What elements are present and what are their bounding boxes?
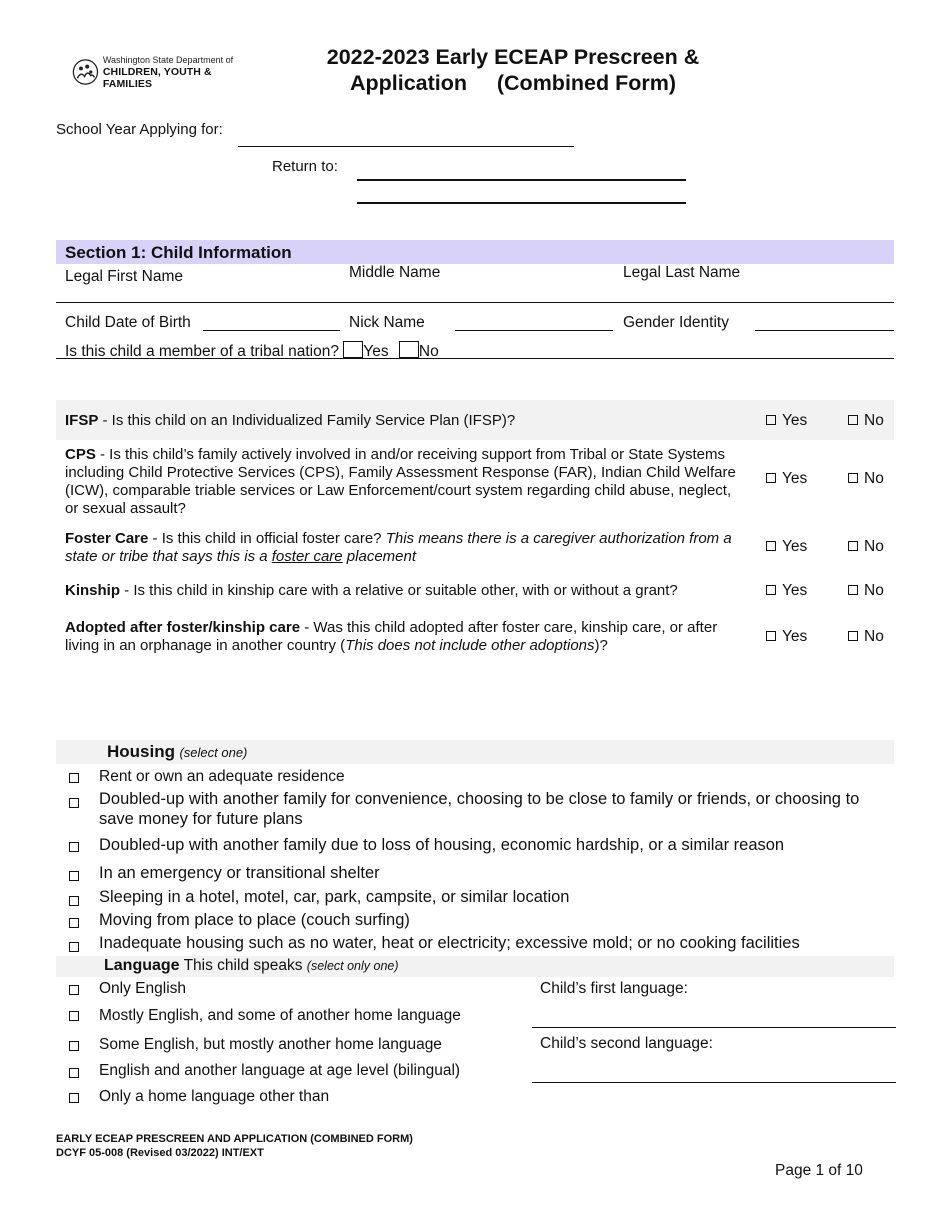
housing-title: Housing [107, 742, 175, 761]
legal-last-name-label: Legal Last Name [623, 264, 741, 281]
return-to-field-2[interactable] [357, 202, 686, 204]
foster-care-question [65, 530, 745, 566]
dcyf-logo-icon [72, 57, 99, 87]
adopted-yes-label: Yes [782, 628, 808, 645]
tribal-nation-question-text: Is this child a member of a tribal nation? [65, 343, 339, 360]
foster-text: - Is this child in official foster care? [148, 530, 386, 547]
adopted-question [65, 619, 745, 655]
form-title-line-1: 2022-2023 Early ECEAP Prescreen & [326, 45, 700, 69]
ifsp-no-label: No [864, 412, 884, 429]
ifsp-text: - Is this child on an Individualized Family Service Plan (IFSP)? [98, 412, 516, 429]
foster-no[interactable] [848, 538, 884, 556]
adopted-yes[interactable] [766, 628, 807, 646]
nick-name-label: Nick Name [349, 314, 425, 331]
language-title: Language [104, 957, 180, 974]
kinship-yes-label: Yes [782, 582, 808, 599]
language-option-0: Only English [99, 980, 187, 997]
language-heading [104, 957, 399, 975]
name-row-divider [56, 302, 894, 303]
adopted-text: - Was this child adopted after foster care, kinship care, or after living in an orphanage in another country ( [65, 619, 718, 654]
language-checkbox-2[interactable] [69, 1038, 79, 1056]
gender-identity-label: Gender Identity [623, 314, 729, 331]
tribal-yes-label: Yes [363, 343, 389, 360]
school-year-field[interactable] [238, 146, 574, 147]
cps-yes-checkbox[interactable] [766, 473, 776, 483]
adopted-no[interactable] [848, 628, 884, 646]
language-option-4: Only a home language other than [99, 1088, 330, 1105]
foster-no-label: No [864, 538, 884, 555]
middle-name-label: Middle Name [349, 264, 441, 281]
foster-italic-1: This means there is a caregiver authorization from a state or tribe that says this is a [65, 530, 732, 565]
ifsp-bold: IFSP [65, 412, 99, 429]
adopted-yes-checkbox[interactable] [766, 631, 776, 641]
tribal-yes-checkbox[interactable] [343, 341, 363, 358]
section-1-title: Section 1: Child Information [65, 243, 292, 262]
cps-yes-label: Yes [782, 470, 808, 487]
housing-option-4: Sleeping in a hotel, motel, car, park, campsite, or similar location [99, 888, 570, 906]
kinship-no-label: No [864, 582, 884, 599]
language-checkbox-3[interactable] [69, 1065, 79, 1083]
language-option-2: Some English, but mostly another home language [99, 1036, 442, 1053]
language-subtitle: This child speaks [183, 957, 303, 974]
housing-option-3: In an emergency or transitional shelter [99, 864, 380, 882]
housing-option-2: Doubled-up with another family due to loss of housing, economic hardship, or a similar reason [99, 836, 785, 854]
dob-field[interactable] [203, 330, 340, 331]
ifsp-no-checkbox[interactable] [848, 415, 858, 425]
housing-option-1: Doubled-up with another family for convenience, choosing to be close to family or friends, or choosing to save money for future plans [99, 790, 860, 828]
housing-checkbox-6[interactable] [69, 939, 79, 957]
kinship-no-checkbox[interactable] [848, 585, 858, 595]
housing-option-6: Inadequate housing such as no water, heat or electricity; excessive mold; or no cooking facilities [99, 934, 800, 952]
housing-checkbox-2[interactable] [69, 839, 79, 857]
housing-option-5: Moving from place to place (couch surfing) [99, 911, 410, 929]
tribal-no-checkbox[interactable] [399, 341, 419, 358]
kinship-yes-checkbox[interactable] [766, 585, 776, 595]
logo-line-2: CHILDREN, YOUTH & FAMILIES [102, 66, 212, 90]
page-number: Page 1 of 10 [775, 1162, 863, 1179]
kinship-text: - Is this child in kinship care with a relative or suitable other, with or without a grant? [120, 582, 678, 599]
cps-no-label: No [864, 470, 884, 487]
housing-checkbox-3[interactable] [69, 868, 79, 886]
ifsp-yes-checkbox[interactable] [766, 415, 776, 425]
language-note: (select only one) [306, 959, 399, 973]
cps-text: - Is this child’s family actively involved in and/or receiving support from Tribal or State Systems including Child Protective Services (CPS), Family Assessment Response (FAR), Indian Child Welfare (ICW), comparable triable services or Law Enforcement/court system regarding child abuse, neglect, or sexual assault? [65, 446, 736, 517]
cps-yes[interactable] [766, 470, 807, 488]
nick-name-field[interactable] [455, 330, 613, 331]
return-to-label: Return to: [272, 158, 338, 175]
second-language-label: Child’s second language: [540, 1035, 713, 1052]
first-language-field[interactable] [532, 1027, 896, 1028]
kinship-bold: Kinship [65, 582, 120, 599]
language-checkbox-0[interactable] [69, 982, 79, 1000]
logo-line-1: Washington State Department of [102, 55, 234, 65]
cps-question [65, 446, 745, 518]
second-language-field[interactable] [532, 1082, 896, 1083]
housing-checkbox-4[interactable] [69, 893, 79, 911]
foster-italic-2: placement [342, 548, 417, 565]
legal-first-name-label: Legal First Name [65, 268, 184, 285]
form-title-line-2: Application (Combined Form) [349, 71, 677, 95]
form-title [300, 44, 726, 96]
cps-no[interactable] [848, 470, 884, 488]
kinship-yes[interactable] [766, 582, 807, 600]
language-option-1: Mostly English, and some of another home language [99, 1007, 461, 1024]
language-checkbox-4[interactable] [69, 1090, 79, 1108]
foster-yes-checkbox[interactable] [766, 541, 776, 551]
ifsp-yes[interactable] [766, 412, 807, 430]
section-1-bottom-divider [56, 358, 894, 359]
foster-no-checkbox[interactable] [848, 541, 858, 551]
ifsp-yes-label: Yes [782, 412, 808, 429]
language-option-3: English and another language at age level (bilingual) [99, 1062, 461, 1079]
ifsp-no[interactable] [848, 412, 884, 430]
adopted-bold: Adopted after foster/kinship care [65, 619, 301, 636]
gender-identity-field[interactable] [755, 330, 894, 331]
cps-bold: CPS [65, 446, 96, 463]
housing-checkbox-0[interactable] [69, 770, 79, 788]
foster-yes[interactable] [766, 538, 807, 556]
adopted-italic: This does not include other adoptions [345, 637, 595, 654]
first-language-label: Child’s first language: [540, 980, 688, 997]
kinship-no[interactable] [848, 582, 884, 600]
foster-yes-label: Yes [782, 538, 808, 555]
tribal-no-label: No [418, 343, 439, 360]
housing-note: (select one) [179, 745, 248, 760]
housing-heading [107, 742, 247, 762]
ifsp-question [65, 412, 745, 430]
school-year-label: School Year Applying for: [56, 121, 223, 138]
return-to-field-1[interactable] [357, 179, 686, 181]
footer-form-name: EARLY ECEAP PRESCREEN AND APPLICATION (COMBINED FORM) [56, 1133, 413, 1145]
dcyf-logo [72, 54, 247, 90]
kinship-question [65, 582, 755, 600]
housing-checkbox-5[interactable] [69, 915, 79, 933]
dob-label: Child Date of Birth [65, 314, 191, 331]
foster-bold: Foster Care [65, 530, 149, 547]
language-checkbox-1[interactable] [69, 1008, 79, 1026]
housing-checkbox-1[interactable] [69, 795, 79, 813]
adopted-no-checkbox[interactable] [848, 631, 858, 641]
foster-underline: foster care [271, 548, 343, 565]
cps-no-checkbox[interactable] [848, 473, 858, 483]
adopted-no-label: No [864, 628, 884, 645]
adopted-end: )? [594, 637, 608, 654]
housing-option-0: Rent or own an adequate residence [99, 768, 345, 785]
footer-form-number: DCYF 05-008 (Revised 03/2022) INT/EXT [56, 1147, 264, 1159]
